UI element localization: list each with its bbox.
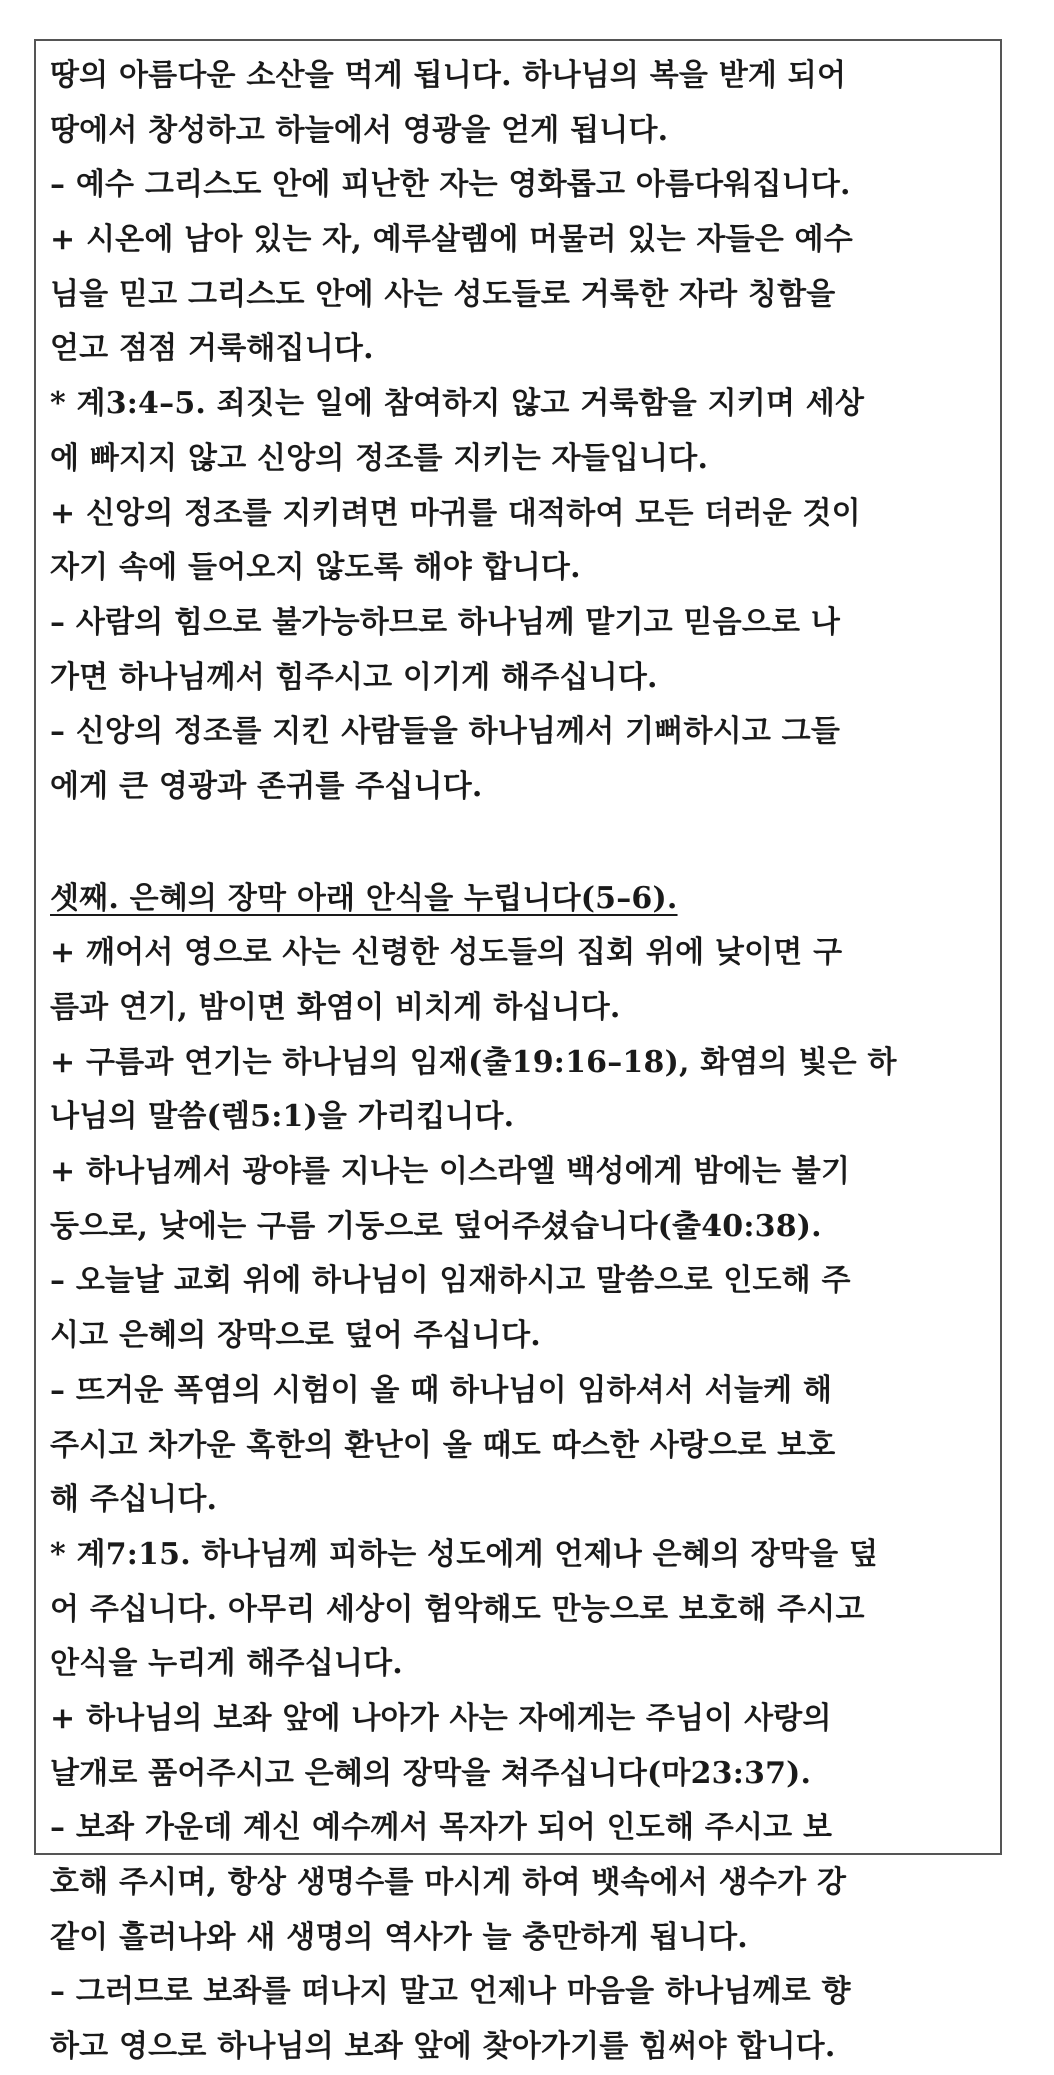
text-line: 시고 은혜의 장막으로 덮어 주십니다. [50, 1318, 541, 1354]
text-line: – 신앙의 정조를 지킨 사람들을 하나님께서 기뻐하시고 그들 [50, 714, 841, 750]
text-line: – 예수 그리스도 안에 피난한 자는 영화롭고 아름다워집니다. [50, 167, 851, 203]
document-body [50, 49, 995, 2075]
text-line: 주시고 차가운 혹한의 환난이 올 때도 따스한 사랑으로 보호 [50, 1427, 836, 1463]
text-line: 하고 영으로 하나님의 보좌 앞에 찾아가기를 힘써야 합니다. [50, 2029, 836, 2065]
text-line: – 사람의 힘으로 불가능하므로 하나님께 맡기고 믿음으로 나 [50, 604, 841, 640]
text-line: 둥으로, 낮에는 구름 기둥으로 덮어주셨습니다(출40:38). [50, 1208, 822, 1244]
text-line: + 구름과 연기는 하나님의 임재(출19:16–18), 화염의 빛은 하 [50, 1044, 897, 1080]
text-line: + 신앙의 정조를 지키려면 마귀를 대적하여 모든 더러운 것이 [50, 495, 861, 531]
text-line: – 그러므로 보좌를 떠나지 말고 언제나 마음을 하나님께로 향 [50, 1974, 851, 2010]
text-line: 땅에서 창성하고 하늘에서 영광을 얻게 됩니다. [50, 112, 669, 148]
text-line: + 하나님께서 광야를 지나는 이스라엘 백성에게 밤에는 불기 [50, 1154, 851, 1190]
text-line: 호해 주시며, 항상 생명수를 마시게 하여 뱃속에서 생수가 강 [50, 1865, 847, 1900]
text-line: 에 빠지지 않고 신앙의 정조를 지키는 자들입니다. [50, 440, 709, 476]
text-line: 에게 큰 영광과 존귀를 주십니다. [50, 768, 483, 804]
text-line: 자기 속에 들어오지 않도록 해야 합니다. [50, 550, 581, 586]
text-line: 나님의 말씀(렘5:1)을 가리킵니다. [50, 1099, 515, 1135]
text-line: 안식을 누리게 해주십니다. [50, 1646, 403, 1682]
text-line: – 오늘날 교회 위에 하나님이 임재하시고 말씀으로 인도해 주 [50, 1263, 851, 1299]
section-heading [50, 872, 995, 927]
text-line: * 계3:4–5. 죄짓는 일에 참여하지 않고 거룩함을 지키며 세상 [50, 386, 865, 422]
section-heading-text: 셋째. 은혜의 장막 아래 안식을 누립니다(5–6). [50, 880, 678, 916]
blank-line [50, 815, 995, 872]
text-line: 름과 연기, 밤이면 화염이 비치게 하십니다. [50, 990, 621, 1025]
page-frame [34, 39, 1002, 2065]
text-line: * 계7:15. 하나님께 피하는 성도에게 언제나 은혜의 장막을 덮 [50, 1536, 879, 1572]
text-line: + 깨어서 영으로 사는 신령한 성도들의 집회 위에 낮이면 구 [50, 935, 843, 971]
text-line: 땅의 아름다운 소산을 먹게 됩니다. 하나님의 복을 받게 되어 [50, 58, 847, 93]
text-line: 해 주십니다. [50, 1482, 218, 1518]
text-line: + 시온에 남아 있는 자, 예루살렘에 머물러 있는 자들은 예수 [50, 222, 853, 258]
text-line: – 뜨거운 폭염의 시험이 올 때 하나님이 임하셔서 서늘케 해 [50, 1372, 833, 1408]
text-line: 어 주십니다. 아무리 세상이 험악해도 만능으로 보호해 주시고 [50, 1591, 865, 1627]
text-line: 날개로 품어주시고 은혜의 장막을 쳐주십니다(마23:37). [50, 1755, 812, 1791]
text-line: 가면 하나님께서 힘주시고 이기게 해주십니다. [50, 659, 658, 695]
text-line: 님을 믿고 그리스도 안에 사는 성도들로 거룩한 자라 칭함을 [50, 276, 836, 312]
text-line: – 보좌 가운데 계신 예수께서 목자가 되어 인도해 주시고 보 [50, 1810, 833, 1846]
text-line: + 하나님의 보좌 앞에 나아가 사는 자에게는 주님이 사랑의 [50, 1700, 832, 1736]
text-line: 같이 흘러나와 새 생명의 역사가 늘 충만하게 됩니다. [50, 1919, 748, 1955]
text-line: 얻고 점점 거룩해집니다. [50, 331, 374, 367]
